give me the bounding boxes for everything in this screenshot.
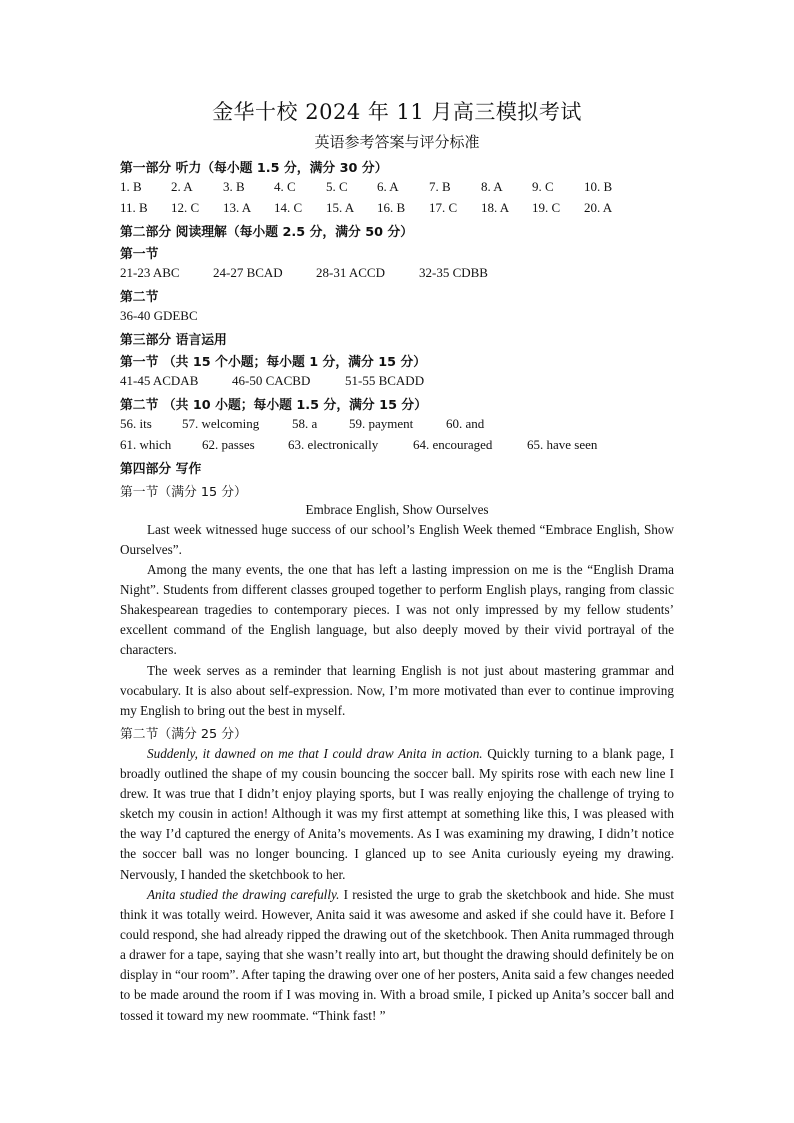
essay-title: Embrace English, Show Ourselves (305, 502, 489, 517)
continuation-paragraph (120, 885, 674, 1026)
answer-item: 1. B (120, 179, 142, 194)
part3-section1-heading: 第一节 （共 15 个小题；每小题 1 分，满分 15 分） (120, 355, 427, 370)
part2-section2-answers (120, 308, 680, 326)
essay-paragraph: Last week witnessed huge success of our school’s English Week themed “Embrace English, Show Ourselves”. (120, 522, 674, 558)
answer-group: 32-35 CDBB (419, 265, 488, 280)
answer-item: 62. passes (202, 437, 255, 452)
part2-heading: 第二部分 阅读理解（每小题 2.5 分，满分 50 分） (120, 225, 414, 240)
answer-item: 19. C (532, 200, 561, 215)
answer-item: 58. a (292, 416, 318, 431)
answer-item: 18. A (481, 200, 510, 215)
answer-item: 16. B (377, 200, 406, 215)
answer-item: 2. A (171, 179, 193, 194)
answer-item: 57. welcoming (182, 416, 260, 431)
answer-item: 6. A (377, 179, 399, 194)
part3-section1-answers (120, 373, 680, 391)
answer-item: 7. B (429, 179, 451, 194)
answer-group: 51-55 BCADD (345, 373, 425, 388)
answer-item: 11. B (120, 200, 148, 215)
part4-heading: 第四部分 写作 (120, 462, 202, 477)
answer-item: 64. encouraged (413, 437, 493, 452)
answer-item: 10. B (584, 179, 613, 194)
page-subtitle: 英语参考答案与评分标准 (314, 133, 480, 151)
answer-item: 63. electronically (288, 437, 379, 452)
answer-item: 5. C (326, 179, 348, 194)
answer-item: 56. its (120, 416, 152, 431)
part3-heading: 第三部分 语言运用 (120, 333, 227, 348)
answer-item: 61. which (120, 437, 172, 452)
continuation-paragraph (120, 744, 674, 885)
answer-item: 4. C (274, 179, 296, 194)
paragraph-lead-sentence: Suddenly, it dawned on me that I could draw Anita in action. (147, 746, 483, 761)
part2-section1-heading: 第一节 (120, 247, 159, 262)
part1-answers-row2 (120, 200, 680, 218)
answer-item: 13. A (223, 200, 252, 215)
answer-item: 9. C (532, 179, 554, 194)
part1-answers-row1 (120, 179, 680, 197)
part4-section1-heading: 第一节（满分 15 分） (120, 485, 247, 500)
part3-section2-heading: 第二节 （共 10 小题；每小题 1.5 分，满分 15 分） (120, 398, 428, 413)
answer-item: 59. payment (349, 416, 414, 431)
paragraph-body: I resisted the urge to grab the sketchbook and hide. She must think it was totally weird. However, Anita said it was awesome and asked if she could have it. Before I could respond, she had already ripped the drawing out of the sketchbook. Then Anita rummaged through a drawer for a tape, saying that she wasn’t really into art, but thought the drawing should definitely be on display in “our room”. After taping the drawing over one of her posters, Anita said a few changes needed to be made around the room if I was moving in. With a broad smile, I picked up Anita’s soccer ball and tossed it toward my new roommate. “Think fast! ” (120, 887, 674, 1023)
part1-heading: 第一部分 听力（每小题 1.5 分，满分 30 分） (120, 161, 388, 176)
answer-item: 65. have seen (527, 437, 598, 452)
answer-item: 8. A (481, 179, 503, 194)
answer-item: 14. C (274, 200, 303, 215)
paragraph-body: Quickly turning to a blank page, I broadly outlined the shape of my cousin bouncing the soccer ball. My spirits rose with each new line I drew. It was true that I didn’t enjoy playing sports, but I was really enjoying the challenge of trying to sketch my cousin in action! Although it was my first attempt at something like this, I was pleased with the way I’d captured the energy of Anita’s movements. As I was examining my drawing, I didn’t notice the soccer ball was no longer bouncing. I glanced up to see Anita curiously eyeing my drawing. Nervously, I handed the sketchbook to her. (120, 746, 674, 882)
essay-paragraph: The week serves as a reminder that learning English is not just about mastering grammar and vocabulary. It is also about self-expression. Now, I’m more motivated than ever to continue improving my English to bring out the best in myself. (120, 663, 674, 719)
part4-section2-heading: 第二节（满分 25 分） (120, 727, 247, 742)
answer-item: 15. A (326, 200, 355, 215)
part3-section2-answers-row1 (120, 416, 680, 434)
answer-item: 17. C (429, 200, 458, 215)
answer-group: 46-50 CACBD (232, 373, 311, 388)
part2-section2-heading: 第二节 (120, 290, 159, 305)
page-title: 金华十校 2024 年 11 月高三模拟考试 (212, 100, 582, 124)
paragraph-lead-sentence: Anita studied the drawing carefully. (147, 887, 340, 902)
answer-item: 3. B (223, 179, 245, 194)
answer-group: 41-45 ACDAB (120, 373, 199, 388)
essay-paragraph: Among the many events, the one that has left a lasting impression on me is the “English Drama Night”. Students from different classes grouped together to perform English plays, ranging from classic Shakespearean tragedies to contemporary pieces. I was not only impressed by my fellow students’ excellent command of the English language, but also deeply moved by their vivid portrayal of the characters. (120, 562, 674, 658)
part3-section2-answers-row2 (120, 437, 680, 455)
answer-item: 60. and (446, 416, 485, 431)
answer-group: 24-27 BCAD (213, 265, 283, 280)
answer-item: 20. A (584, 200, 613, 215)
answer-item: 12. C (171, 200, 200, 215)
part2-section1-answers (120, 265, 680, 283)
answer-group: 36-40 GDEBC (120, 308, 198, 323)
answer-group: 28-31 ACCD (316, 265, 385, 280)
answer-group: 21-23 ABC (120, 265, 180, 280)
